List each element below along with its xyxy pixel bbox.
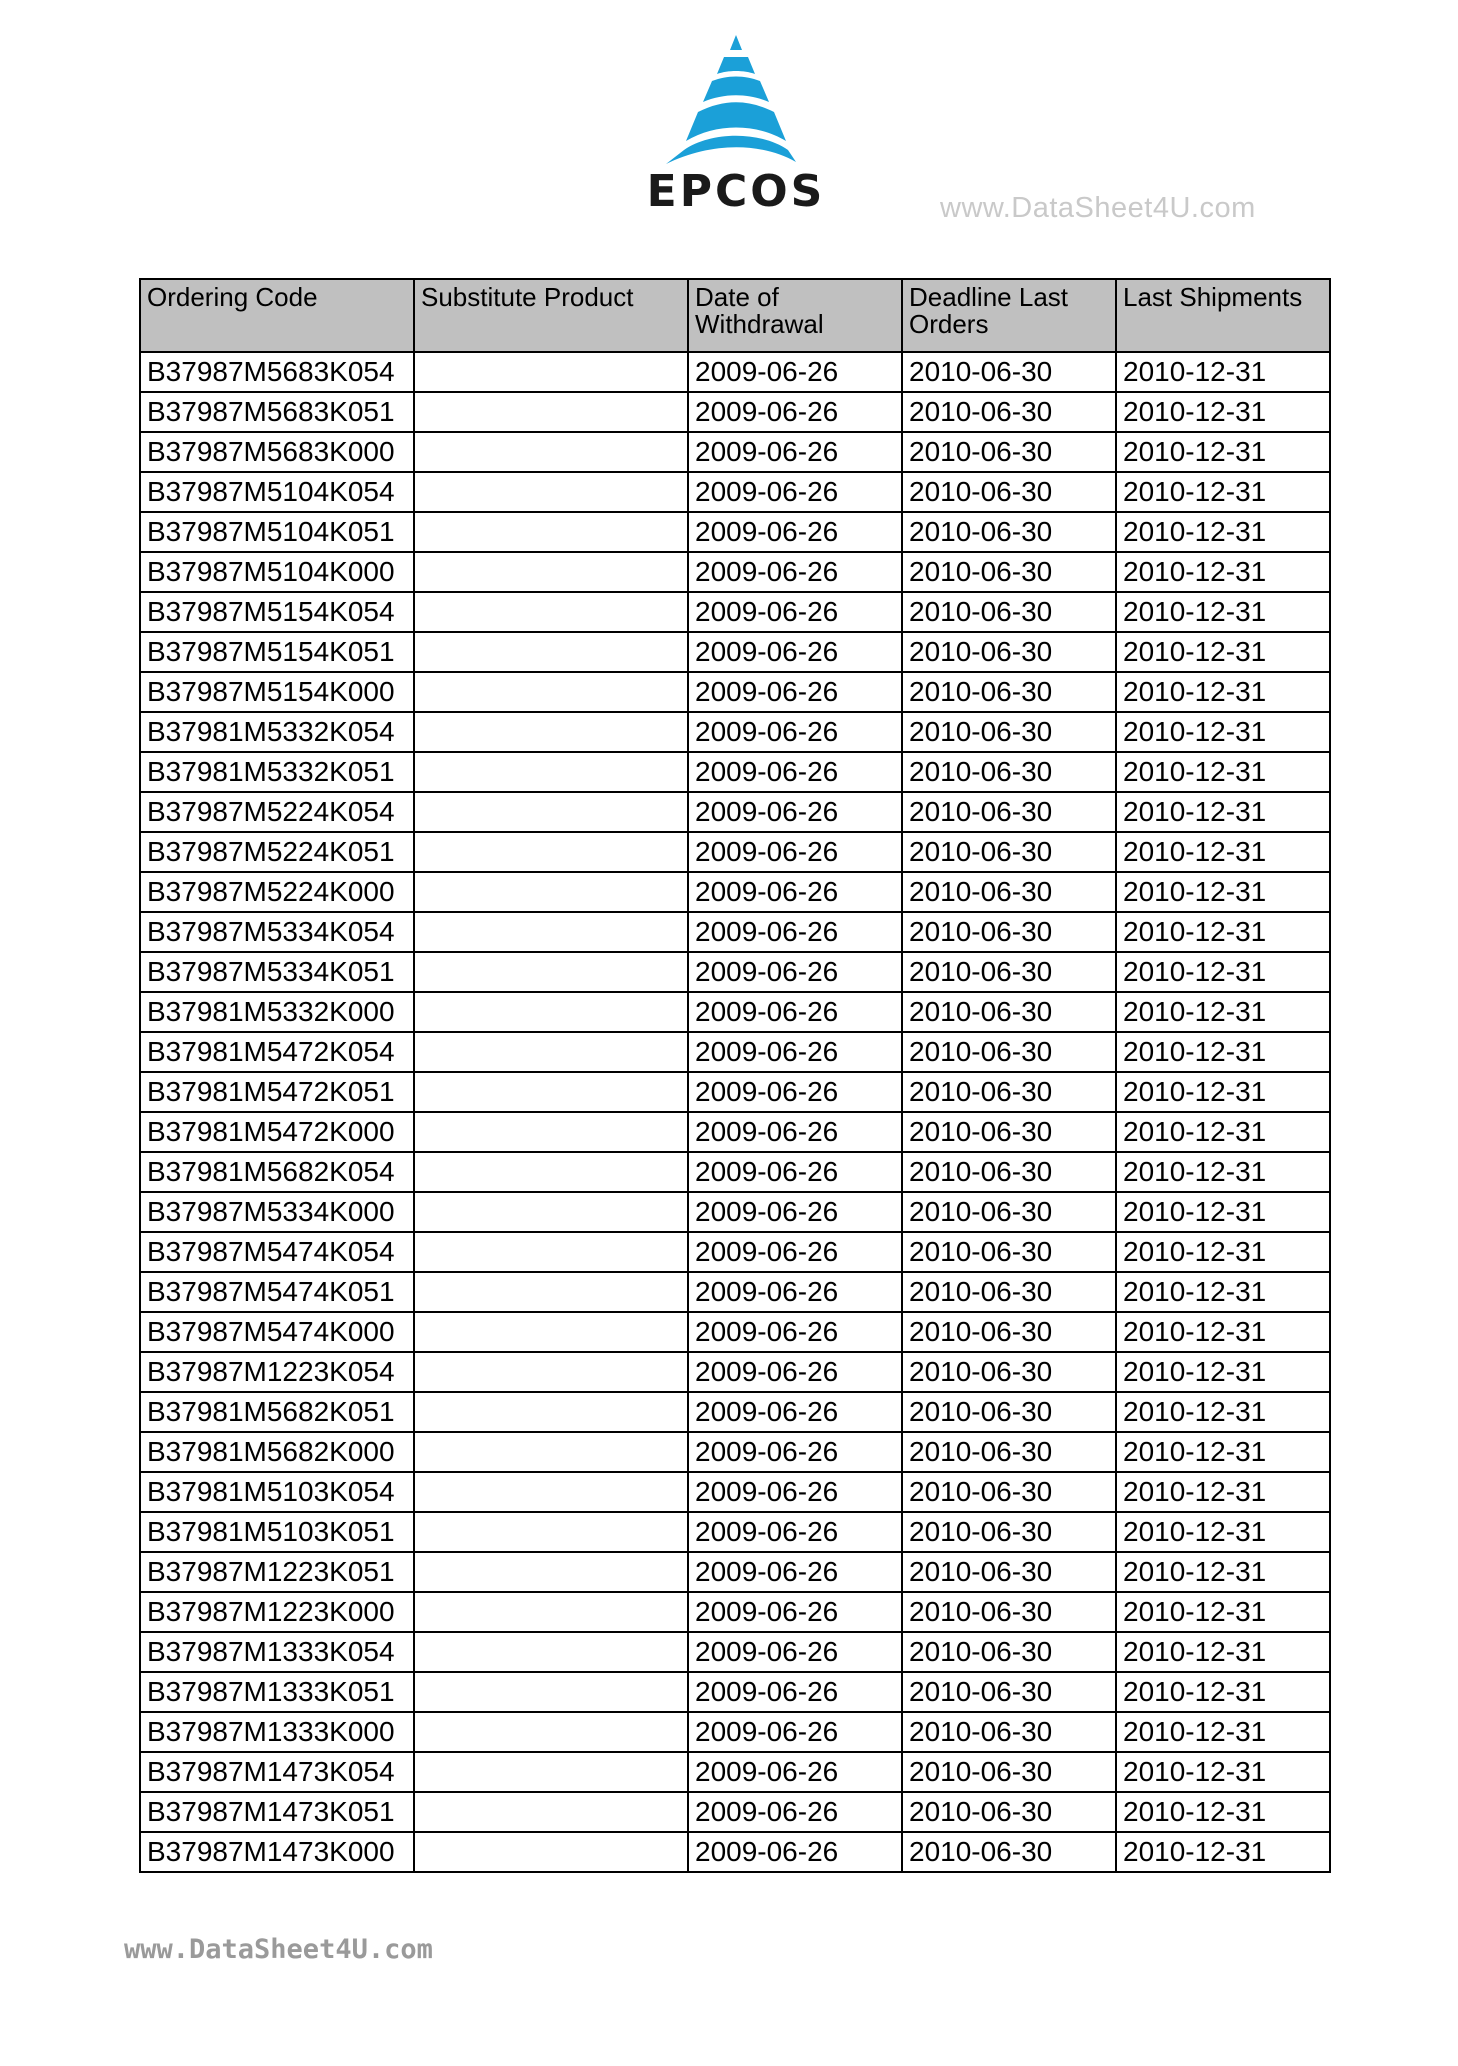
date-of-withdrawal-cell: 2009-06-26 xyxy=(688,1032,902,1072)
last-shipments-cell: 2010-12-31 xyxy=(1116,1272,1330,1312)
substitute-product-cell xyxy=(414,392,688,432)
last-shipments-cell: 2010-12-31 xyxy=(1116,1712,1330,1752)
ordering-code-cell: B37981M5332K051 xyxy=(140,752,414,792)
deadline-last-orders-cell: 2010-06-30 xyxy=(902,1072,1116,1112)
substitute-product-cell xyxy=(414,1712,688,1752)
date-of-withdrawal-cell: 2009-06-26 xyxy=(688,1592,902,1632)
deadline-last-orders-cell: 2010-06-30 xyxy=(902,1752,1116,1792)
deadline-last-orders-cell: 2010-06-30 xyxy=(902,1152,1116,1192)
ordering-code-cell: B37987M1473K051 xyxy=(140,1792,414,1832)
date-of-withdrawal-cell: 2009-06-26 xyxy=(688,1152,902,1192)
table-row xyxy=(140,552,1330,592)
last-shipments-cell: 2010-12-31 xyxy=(1116,352,1330,392)
deadline-last-orders-cell: 2010-06-30 xyxy=(902,1392,1116,1432)
date-of-withdrawal-cell: 2009-06-26 xyxy=(688,552,902,592)
table-row xyxy=(140,1072,1330,1112)
table-row xyxy=(140,512,1330,552)
date-of-withdrawal-cell: 2009-06-26 xyxy=(688,1392,902,1432)
ordering-code-cell: B37987M5683K051 xyxy=(140,392,414,432)
date-of-withdrawal-cell: 2009-06-26 xyxy=(688,1312,902,1352)
date-of-withdrawal-cell: 2009-06-26 xyxy=(688,392,902,432)
column-header-ordering-code: Ordering Code xyxy=(140,279,414,352)
table-row xyxy=(140,1792,1330,1832)
table-row xyxy=(140,1512,1330,1552)
deadline-last-orders-cell: 2010-06-30 xyxy=(902,1272,1116,1312)
date-of-withdrawal-cell: 2009-06-26 xyxy=(688,912,902,952)
deadline-last-orders-cell: 2010-06-30 xyxy=(902,432,1116,472)
substitute-product-cell xyxy=(414,592,688,632)
substitute-product-cell xyxy=(414,1512,688,1552)
date-of-withdrawal-cell: 2009-06-26 xyxy=(688,832,902,872)
last-shipments-cell: 2010-12-31 xyxy=(1116,912,1330,952)
table-row xyxy=(140,592,1330,632)
ordering-code-cell: B37981M5103K051 xyxy=(140,1512,414,1552)
deadline-last-orders-cell: 2010-06-30 xyxy=(902,392,1116,432)
column-header-date-of-withdrawal: Date of Withdrawal xyxy=(688,279,902,352)
last-shipments-cell: 2010-12-31 xyxy=(1116,1472,1330,1512)
date-of-withdrawal-cell: 2009-06-26 xyxy=(688,1552,902,1592)
deadline-last-orders-cell: 2010-06-30 xyxy=(902,872,1116,912)
table-row xyxy=(140,1312,1330,1352)
table-row xyxy=(140,1832,1330,1872)
last-shipments-cell: 2010-12-31 xyxy=(1116,592,1330,632)
date-of-withdrawal-cell: 2009-06-26 xyxy=(688,952,902,992)
deadline-last-orders-cell: 2010-06-30 xyxy=(902,832,1116,872)
last-shipments-cell: 2010-12-31 xyxy=(1116,832,1330,872)
ordering-code-cell: B37987M1333K051 xyxy=(140,1672,414,1712)
last-shipments-cell: 2010-12-31 xyxy=(1116,512,1330,552)
epcos-logo xyxy=(636,30,836,220)
ordering-code-cell: B37987M5154K000 xyxy=(140,672,414,712)
ordering-code-cell: B37987M5104K000 xyxy=(140,552,414,592)
substitute-product-cell xyxy=(414,1632,688,1672)
table-row xyxy=(140,1552,1330,1592)
deadline-last-orders-cell: 2010-06-30 xyxy=(902,592,1116,632)
ordering-code-cell: B37987M1223K000 xyxy=(140,1592,414,1632)
table-row xyxy=(140,752,1330,792)
watermark-top: www.DataSheet4U.com xyxy=(940,192,1256,224)
ordering-code-cell: B37987M5334K054 xyxy=(140,912,414,952)
watermark-bottom: www.DataSheet4U.com xyxy=(122,1934,441,1966)
deadline-last-orders-cell: 2010-06-30 xyxy=(902,352,1116,392)
ordering-code-cell: B37981M5472K051 xyxy=(140,1072,414,1112)
last-shipments-cell: 2010-12-31 xyxy=(1116,472,1330,512)
substitute-product-cell xyxy=(414,1752,688,1792)
date-of-withdrawal-cell: 2009-06-26 xyxy=(688,672,902,712)
table-row xyxy=(140,712,1330,752)
date-of-withdrawal-cell: 2009-06-26 xyxy=(688,1712,902,1752)
ordering-code-cell: B37981M5682K051 xyxy=(140,1392,414,1432)
substitute-product-cell xyxy=(414,1552,688,1592)
date-of-withdrawal-cell: 2009-06-26 xyxy=(688,1432,902,1472)
date-of-withdrawal-cell: 2009-06-26 xyxy=(688,712,902,752)
date-of-withdrawal-cell: 2009-06-26 xyxy=(688,1232,902,1272)
ordering-code-cell: B37987M5104K051 xyxy=(140,512,414,552)
substitute-product-cell xyxy=(414,472,688,512)
substitute-product-cell xyxy=(414,912,688,952)
ordering-code-cell: B37987M5224K054 xyxy=(140,792,414,832)
deadline-last-orders-cell: 2010-06-30 xyxy=(902,912,1116,952)
table-row xyxy=(140,1352,1330,1392)
deadline-last-orders-cell: 2010-06-30 xyxy=(902,792,1116,832)
last-shipments-cell: 2010-12-31 xyxy=(1116,552,1330,592)
last-shipments-cell: 2010-12-31 xyxy=(1116,1832,1330,1872)
table-row xyxy=(140,912,1330,952)
table-row xyxy=(140,1472,1330,1512)
substitute-product-cell xyxy=(414,512,688,552)
table-row xyxy=(140,872,1330,912)
date-of-withdrawal-cell: 2009-06-26 xyxy=(688,472,902,512)
column-header-deadline-last-orders: Deadline Last Orders xyxy=(902,279,1116,352)
ordering-code-cell: B37987M5474K054 xyxy=(140,1232,414,1272)
deadline-last-orders-cell: 2010-06-30 xyxy=(902,1552,1116,1592)
deadline-last-orders-cell: 2010-06-30 xyxy=(902,472,1116,512)
last-shipments-cell: 2010-12-31 xyxy=(1116,1672,1330,1712)
ordering-code-cell: B37981M5472K054 xyxy=(140,1032,414,1072)
withdrawal-table xyxy=(139,278,1331,1873)
date-of-withdrawal-cell: 2009-06-26 xyxy=(688,792,902,832)
ordering-code-cell: B37987M5683K000 xyxy=(140,432,414,472)
deadline-last-orders-cell: 2010-06-30 xyxy=(902,1032,1116,1072)
last-shipments-cell: 2010-12-31 xyxy=(1116,1232,1330,1272)
substitute-product-cell xyxy=(414,1152,688,1192)
deadline-last-orders-cell: 2010-06-30 xyxy=(902,552,1116,592)
date-of-withdrawal-cell: 2009-06-26 xyxy=(688,1352,902,1392)
table-row xyxy=(140,832,1330,872)
ordering-code-cell: B37987M5224K051 xyxy=(140,832,414,872)
ordering-code-cell: B37981M5103K054 xyxy=(140,1472,414,1512)
substitute-product-cell xyxy=(414,712,688,752)
last-shipments-cell: 2010-12-31 xyxy=(1116,1432,1330,1472)
table-row xyxy=(140,1392,1330,1432)
table-row xyxy=(140,632,1330,672)
column-header-last-shipments: Last Shipments xyxy=(1116,279,1330,352)
deadline-last-orders-cell: 2010-06-30 xyxy=(902,1512,1116,1552)
ordering-code-cell: B37987M5104K054 xyxy=(140,472,414,512)
substitute-product-cell xyxy=(414,1392,688,1432)
deadline-last-orders-cell: 2010-06-30 xyxy=(902,1432,1116,1472)
last-shipments-cell: 2010-12-31 xyxy=(1116,1752,1330,1792)
table-row xyxy=(140,1272,1330,1312)
date-of-withdrawal-cell: 2009-06-26 xyxy=(688,1672,902,1712)
deadline-last-orders-cell: 2010-06-30 xyxy=(902,1232,1116,1272)
table-row xyxy=(140,432,1330,472)
table-row xyxy=(140,792,1330,832)
ordering-code-cell: B37987M1223K054 xyxy=(140,1352,414,1392)
ordering-code-cell: B37981M5472K000 xyxy=(140,1112,414,1152)
ordering-code-cell: B37987M5224K000 xyxy=(140,872,414,912)
last-shipments-cell: 2010-12-31 xyxy=(1116,1592,1330,1632)
last-shipments-cell: 2010-12-31 xyxy=(1116,1792,1330,1832)
date-of-withdrawal-cell: 2009-06-26 xyxy=(688,1192,902,1232)
substitute-product-cell xyxy=(414,1032,688,1072)
table-row xyxy=(140,1032,1330,1072)
substitute-product-cell xyxy=(414,1592,688,1632)
table-row xyxy=(140,1752,1330,1792)
table-row xyxy=(140,392,1330,432)
ordering-code-cell: B37987M5683K054 xyxy=(140,352,414,392)
last-shipments-cell: 2010-12-31 xyxy=(1116,1312,1330,1352)
last-shipments-cell: 2010-12-31 xyxy=(1116,1392,1330,1432)
ordering-code-cell: B37987M5154K051 xyxy=(140,632,414,672)
last-shipments-cell: 2010-12-31 xyxy=(1116,752,1330,792)
deadline-last-orders-cell: 2010-06-30 xyxy=(902,712,1116,752)
deadline-last-orders-cell: 2010-06-30 xyxy=(902,1792,1116,1832)
ordering-code-cell: B37987M1473K054 xyxy=(140,1752,414,1792)
deadline-last-orders-cell: 2010-06-30 xyxy=(902,672,1116,712)
substitute-product-cell xyxy=(414,552,688,592)
ordering-code-cell: B37987M5154K054 xyxy=(140,592,414,632)
date-of-withdrawal-cell: 2009-06-26 xyxy=(688,1272,902,1312)
table-row xyxy=(140,1672,1330,1712)
deadline-last-orders-cell: 2010-06-30 xyxy=(902,1672,1116,1712)
table-row xyxy=(140,1632,1330,1672)
date-of-withdrawal-cell: 2009-06-26 xyxy=(688,1512,902,1552)
substitute-product-cell xyxy=(414,1672,688,1712)
deadline-last-orders-cell: 2010-06-30 xyxy=(902,1632,1116,1672)
substitute-product-cell xyxy=(414,1312,688,1352)
deadline-last-orders-cell: 2010-06-30 xyxy=(902,632,1116,672)
table-row xyxy=(140,672,1330,712)
substitute-product-cell xyxy=(414,1072,688,1112)
substitute-product-cell xyxy=(414,1272,688,1312)
ordering-code-cell: B37987M5474K051 xyxy=(140,1272,414,1312)
epcos-triangle-icon xyxy=(636,30,836,170)
last-shipments-cell: 2010-12-31 xyxy=(1116,992,1330,1032)
date-of-withdrawal-cell: 2009-06-26 xyxy=(688,1472,902,1512)
last-shipments-cell: 2010-12-31 xyxy=(1116,1032,1330,1072)
deadline-last-orders-cell: 2010-06-30 xyxy=(902,512,1116,552)
table-row xyxy=(140,952,1330,992)
table-row xyxy=(140,1152,1330,1192)
table-row xyxy=(140,1592,1330,1632)
date-of-withdrawal-cell: 2009-06-26 xyxy=(688,1752,902,1792)
column-header-substitute-product: Substitute Product xyxy=(414,279,688,352)
deadline-last-orders-cell: 2010-06-30 xyxy=(902,952,1116,992)
last-shipments-cell: 2010-12-31 xyxy=(1116,432,1330,472)
table-row xyxy=(140,1112,1330,1152)
table-row xyxy=(140,472,1330,512)
date-of-withdrawal-cell: 2009-06-26 xyxy=(688,512,902,552)
substitute-product-cell xyxy=(414,672,688,712)
date-of-withdrawal-cell: 2009-06-26 xyxy=(688,1632,902,1672)
substitute-product-cell xyxy=(414,832,688,872)
substitute-product-cell xyxy=(414,432,688,472)
date-of-withdrawal-cell: 2009-06-26 xyxy=(688,992,902,1032)
table-row xyxy=(140,1432,1330,1472)
substitute-product-cell xyxy=(414,1112,688,1152)
substitute-product-cell xyxy=(414,1352,688,1392)
deadline-last-orders-cell: 2010-06-30 xyxy=(902,1592,1116,1632)
date-of-withdrawal-cell: 2009-06-26 xyxy=(688,752,902,792)
last-shipments-cell: 2010-12-31 xyxy=(1116,1632,1330,1672)
date-of-withdrawal-cell: 2009-06-26 xyxy=(688,592,902,632)
ordering-code-cell: B37987M1223K051 xyxy=(140,1552,414,1592)
deadline-last-orders-cell: 2010-06-30 xyxy=(902,1352,1116,1392)
ordering-code-cell: B37987M1333K000 xyxy=(140,1712,414,1752)
substitute-product-cell xyxy=(414,632,688,672)
table-body xyxy=(140,352,1330,1872)
last-shipments-cell: 2010-12-31 xyxy=(1116,672,1330,712)
deadline-last-orders-cell: 2010-06-30 xyxy=(902,752,1116,792)
deadline-last-orders-cell: 2010-06-30 xyxy=(902,1832,1116,1872)
ordering-code-cell: B37987M1333K054 xyxy=(140,1632,414,1672)
date-of-withdrawal-cell: 2009-06-26 xyxy=(688,1112,902,1152)
date-of-withdrawal-cell: 2009-06-26 xyxy=(688,1792,902,1832)
deadline-last-orders-cell: 2010-06-30 xyxy=(902,1712,1116,1752)
last-shipments-cell: 2010-12-31 xyxy=(1116,872,1330,912)
table-row xyxy=(140,1712,1330,1752)
substitute-product-cell xyxy=(414,992,688,1032)
last-shipments-cell: 2010-12-31 xyxy=(1116,1552,1330,1592)
substitute-product-cell xyxy=(414,352,688,392)
substitute-product-cell xyxy=(414,752,688,792)
ordering-code-cell: B37981M5332K054 xyxy=(140,712,414,752)
last-shipments-cell: 2010-12-31 xyxy=(1116,712,1330,752)
date-of-withdrawal-cell: 2009-06-26 xyxy=(688,1832,902,1872)
last-shipments-cell: 2010-12-31 xyxy=(1116,392,1330,432)
table-header-row xyxy=(140,279,1330,352)
last-shipments-cell: 2010-12-31 xyxy=(1116,1072,1330,1112)
table-row xyxy=(140,1232,1330,1272)
ordering-code-cell: B37981M5332K000 xyxy=(140,992,414,1032)
ordering-code-cell: B37987M5334K000 xyxy=(140,1192,414,1232)
ordering-code-cell: B37981M5682K054 xyxy=(140,1152,414,1192)
substitute-product-cell xyxy=(414,792,688,832)
last-shipments-cell: 2010-12-31 xyxy=(1116,1192,1330,1232)
last-shipments-cell: 2010-12-31 xyxy=(1116,1152,1330,1192)
ordering-code-cell: B37987M5334K051 xyxy=(140,952,414,992)
deadline-last-orders-cell: 2010-06-30 xyxy=(902,1472,1116,1512)
last-shipments-cell: 2010-12-31 xyxy=(1116,1512,1330,1552)
substitute-product-cell xyxy=(414,1472,688,1512)
table-row xyxy=(140,992,1330,1032)
ordering-code-cell: B37987M1473K000 xyxy=(140,1832,414,1872)
date-of-withdrawal-cell: 2009-06-26 xyxy=(688,1072,902,1112)
brand-name: EPCOS xyxy=(646,166,826,217)
substitute-product-cell xyxy=(414,1792,688,1832)
deadline-last-orders-cell: 2010-06-30 xyxy=(902,1312,1116,1352)
substitute-product-cell xyxy=(414,952,688,992)
date-of-withdrawal-cell: 2009-06-26 xyxy=(688,632,902,672)
ordering-code-cell: B37987M5474K000 xyxy=(140,1312,414,1352)
substitute-product-cell xyxy=(414,1192,688,1232)
last-shipments-cell: 2010-12-31 xyxy=(1116,952,1330,992)
deadline-last-orders-cell: 2010-06-30 xyxy=(902,992,1116,1032)
substitute-product-cell xyxy=(414,1432,688,1472)
date-of-withdrawal-cell: 2009-06-26 xyxy=(688,352,902,392)
deadline-last-orders-cell: 2010-06-30 xyxy=(902,1192,1116,1232)
last-shipments-cell: 2010-12-31 xyxy=(1116,632,1330,672)
substitute-product-cell xyxy=(414,1832,688,1872)
substitute-product-cell xyxy=(414,1232,688,1272)
date-of-withdrawal-cell: 2009-06-26 xyxy=(688,432,902,472)
last-shipments-cell: 2010-12-31 xyxy=(1116,792,1330,832)
table-row xyxy=(140,1192,1330,1232)
deadline-last-orders-cell: 2010-06-30 xyxy=(902,1112,1116,1152)
last-shipments-cell: 2010-12-31 xyxy=(1116,1352,1330,1392)
table-row xyxy=(140,352,1330,392)
substitute-product-cell xyxy=(414,872,688,912)
last-shipments-cell: 2010-12-31 xyxy=(1116,1112,1330,1152)
ordering-code-cell: B37981M5682K000 xyxy=(140,1432,414,1472)
date-of-withdrawal-cell: 2009-06-26 xyxy=(688,872,902,912)
